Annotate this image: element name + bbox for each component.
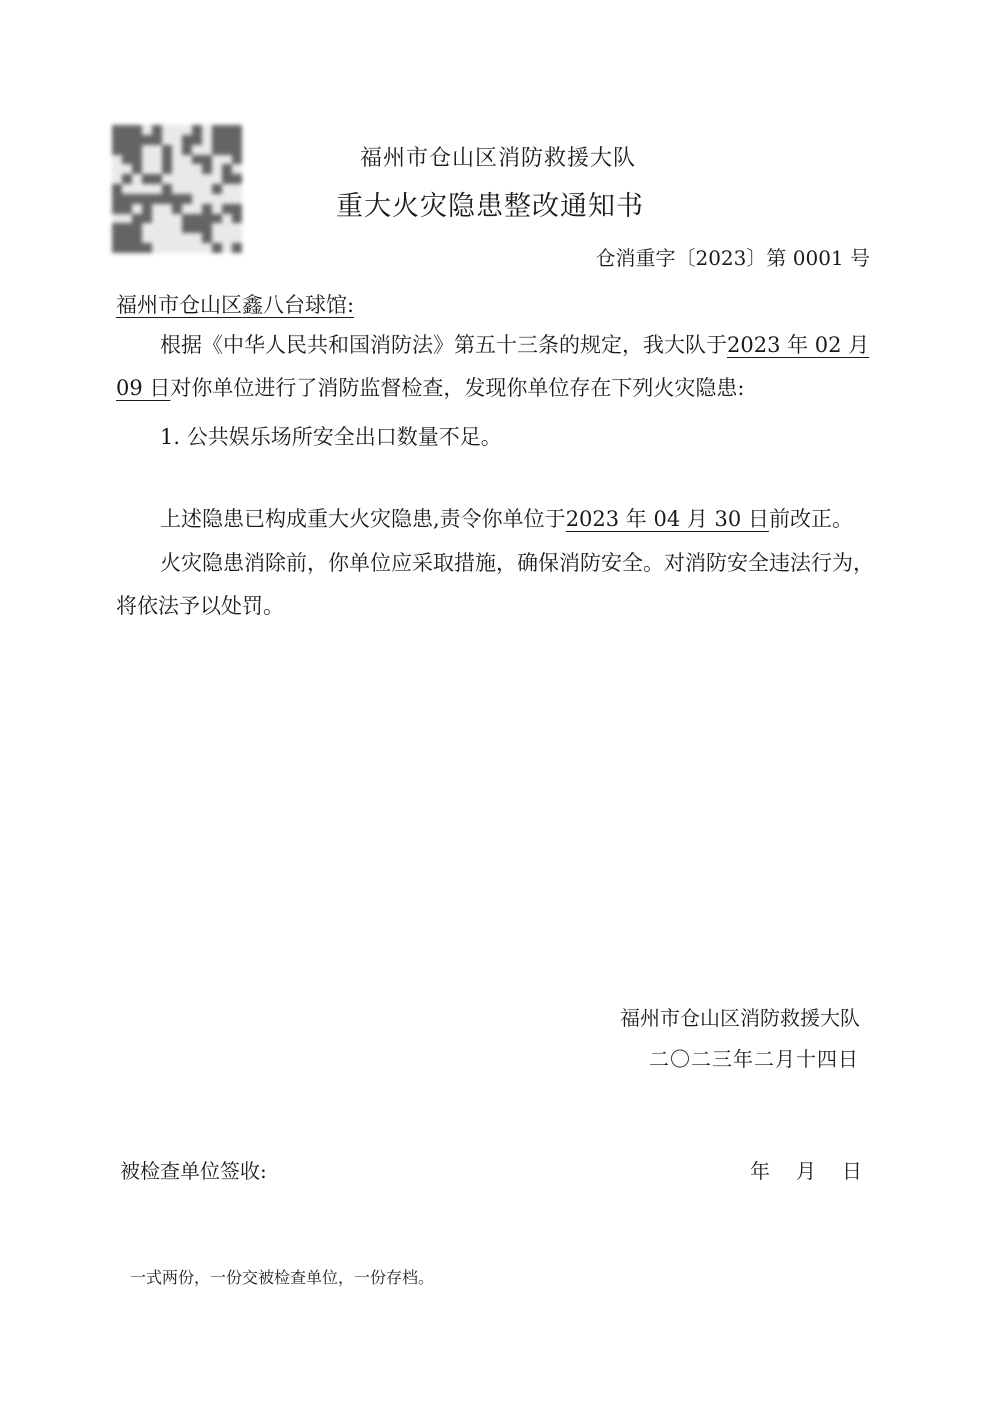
issuing-agency: 福州市仓山区消防救援大队 bbox=[360, 146, 637, 171]
document-number: 仓消重字〔2023〕第 0001 号 bbox=[595, 246, 870, 270]
day-label: 日 bbox=[842, 1159, 862, 1183]
inspection-date: 2023 年 02 月 09 日 bbox=[116, 333, 870, 400]
year-label: 年 bbox=[750, 1159, 770, 1183]
qr-code bbox=[112, 125, 242, 253]
document-title: 重大火灾隐患整改通知书 bbox=[336, 191, 644, 222]
paragraph-text: 对你单位进行了消防监督检查，发现你单位存在下列火灾隐患: bbox=[170, 376, 745, 400]
paragraph-text: 根据《中华人民共和国消防法》第五十三条的规定，我大队于 bbox=[160, 333, 727, 357]
footnote: 一式两份，一份交被检查单位，一份存档。 bbox=[130, 1268, 435, 1287]
hazard-item: 1. 公共娱乐场所安全出口数量不足。 bbox=[160, 425, 502, 449]
paragraph-text: 前改正。 bbox=[768, 507, 853, 531]
paragraph-measures: 火灾隐患消除前，你单位应采取措施，确保消防安全。对消防安全违法行为，将依法予以处罚。 bbox=[116, 551, 874, 618]
receipt-date-fields bbox=[724, 1155, 862, 1184]
recipient: 福州市仓山区鑫八台球馆: bbox=[116, 293, 355, 317]
paragraph-text: 上述隐患已构成重大火灾隐患,责令你单位于 bbox=[160, 507, 566, 531]
paragraph-deadline bbox=[116, 498, 876, 541]
receipt-label: 被检查单位签收: bbox=[120, 1159, 267, 1183]
signature-date: 二〇二三年二月十四日 bbox=[649, 1047, 859, 1071]
paragraph-inspection bbox=[116, 324, 876, 410]
month-label: 月 bbox=[796, 1159, 816, 1183]
signature-agency: 福州市仓山区消防救援大队 bbox=[620, 1006, 860, 1030]
deadline-date: 2023 年 04 月 30 日 bbox=[565, 507, 769, 531]
